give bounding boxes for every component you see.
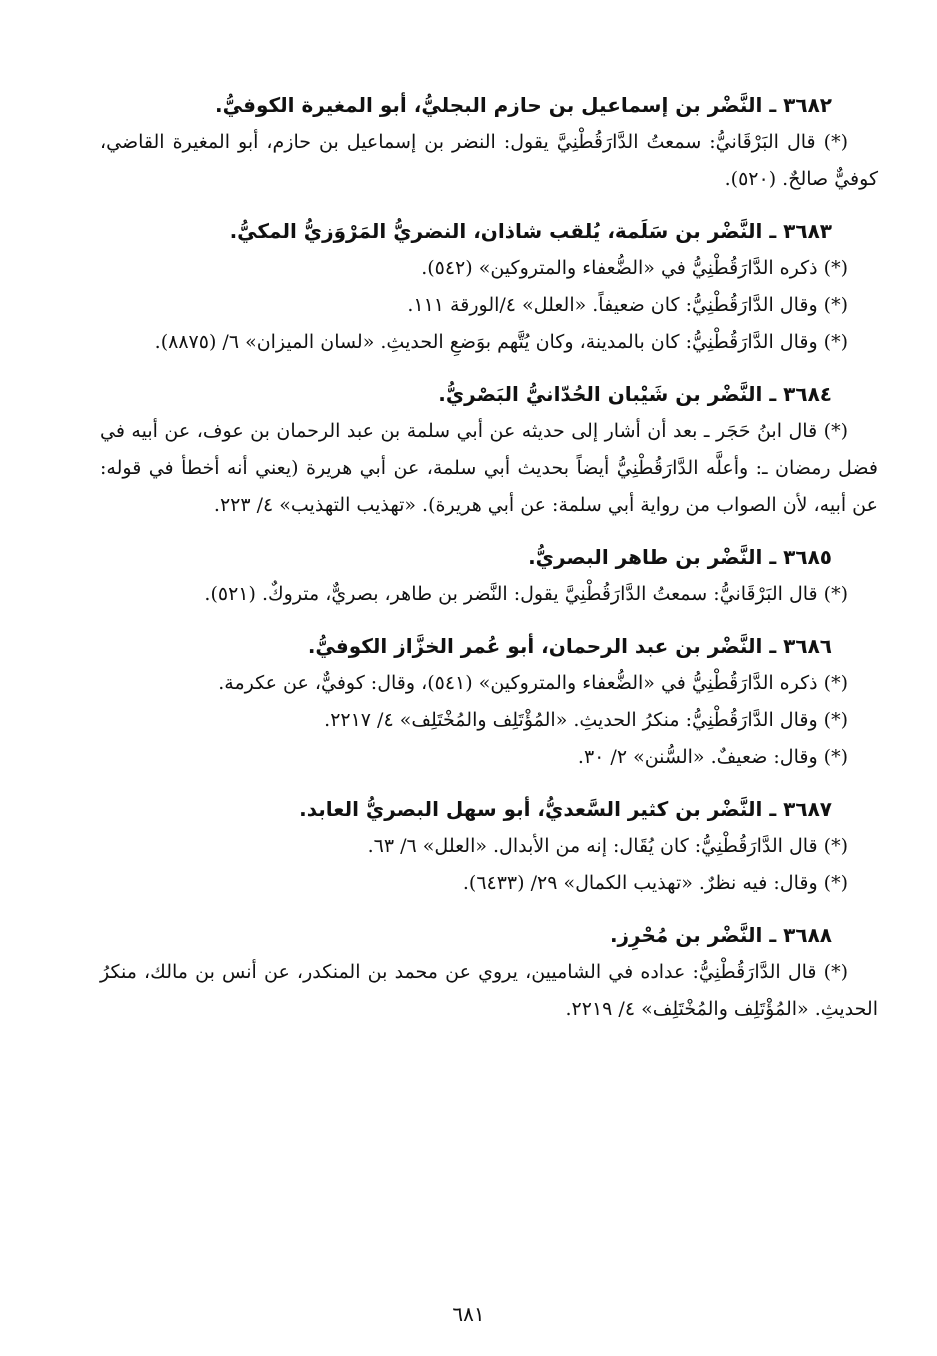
entry-paragraph: (*) وقال الدَّارَقُطْنِيُّ: كان ضعيفاً. «العلل» ٤/الورقة ١١١. [407,294,848,316]
biography-entry [100,790,878,902]
biography-entry [100,916,878,1028]
biography-entry [100,86,878,198]
biography-entry [100,212,878,361]
entry-paragraph: (*) قال البَرْقَانيُّ: سمعتُ الدَّارَقُطْنِيَّ يقول: النضر بن إسماعيل بن حازم، أبو المغيرة القاضي، كوفيٌّ صالحٌ. (٥٢٠). [100,131,878,190]
biography-entry [100,375,878,524]
entry-paragraph: (*) قال الدَّارَقُطْنِيُّ: عداده في الشاميين، يروي عن محمد بن المنكدر، عن أنس بن مالك، منكرُ الحديثِ. «المُؤْتَلِف والمُخْتَلِف» ٤/ ٢٢١٩. [100,961,878,1020]
entry-paragraph: (*) وقال الدَّارَقُطْنِيُّ: منكرُ الحديثِ. «المُؤْتَلِف والمُخْتَلِف» ٤/ ٢٢١٧. [324,709,848,731]
entry-paragraph: (*) ذكره الدَّارَقُطْنِيُّ في «الضُّعفاء والمتروكين» (٥٤٢). [421,257,848,279]
entry-heading: ٣٦٨٣ ـ النَّضْر بن سَلَمة، يُلقب شاذان، النضريُّ المَرْوَزيُّ المكيُّ. [229,219,832,243]
biography-entry [100,538,878,613]
entry-heading: ٣٦٨٨ ـ النَّضْر بن مُحْرِز. [609,923,832,947]
entry-heading: ٣٦٨٥ ـ النَّضْر بن طاهر البصريُّ. [528,545,832,569]
entry-paragraph: (*) وقال: ضعيفٌ. «السُّنن» ٢/ ٣٠. [577,746,848,768]
entry-paragraph: (*) قال الدَّارَقُطْنِيُّ: كان يُقَال: إنه من الأبدال. «العلل» ٦/ ٦٣. [367,835,848,857]
entry-heading: ٣٦٨٢ ـ النَّضْر بن إسماعيل بن حازم البجليُّ، أبو المغيرة الكوفيُّ. [215,93,832,117]
entry-paragraph: (*) ذكره الدَّارَقُطْنِيُّ في «الضُّعفاء والمتروكين» (٥٤١)، وقال: كوفيٌّ، عن عكرمة. [218,672,848,694]
entry-paragraph: (*) وقال: فيه نظرٌ. «تهذيب الكمال» ٢٩/ (٦٤٣٣). [462,872,848,894]
entry-heading: ٣٦٨٧ ـ النَّضْر بن كثير السَّعديُّ، أبو سهل البصريُّ العابد. [299,797,832,821]
document-body [100,86,878,1042]
entry-heading: ٣٦٨٤ ـ النَّضْر بن شَيْبان الحُدّانيُّ البَصْريُّ. [438,382,832,406]
entry-paragraph: (*) وقال الدَّارَقُطْنِيُّ: كان بالمدينة، وكان يُتَّهم بوَضعِ الحديثِ. «لسان الميزان» ٦/ (٨٨٧٥). [154,331,848,353]
biography-entry [100,627,878,776]
entry-paragraph: (*) قال ابنُ حَجَر ـ بعد أن أشار إلى حديثه عن أبي سلمة بن عبد الرحمان بن عوف، عن أبيه في فضل رمضان ـ: وأعلَّه الدَّارَقُطْنِيُّ أيضاً بحديث أبي سلمة، عن أبي هريرة (يعني أنه أخطأ في قوله: عن أبيه، لأن الصواب من رواية أبي سلمة: عن أبي هريرة). «تهذيب التهذيب» ٤/ ٢٢٣. [100,420,878,516]
entry-heading: ٣٦٨٦ ـ النَّضْر بن عبد الرحمان، أبو عُمر الخزَّاز الكوفيُّ. [307,634,832,658]
entry-paragraph: (*) قال البَرْقَانيُّ: سمعتُ الدَّارَقُطْنِيَّ يقول: النَّضر بن طاهر، بصريٌّ، متروكٌ. (٥٢١). [204,583,848,605]
page-number: ٦٨١ [452,1302,485,1326]
